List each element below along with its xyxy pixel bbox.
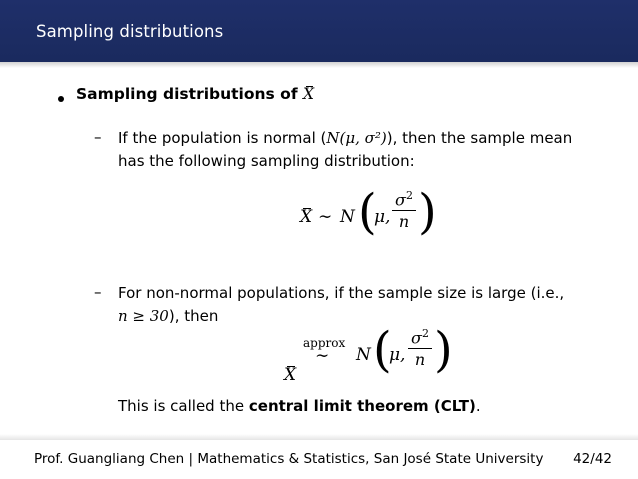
footer-author: Prof. Guangliang Chen | Mathematics & Statistics, San José State University [34,451,544,467]
item1-post: ), then the sample mean [386,129,573,147]
formula1-dist: N [340,207,355,227]
formula1-rparen: ) [418,184,437,240]
page-number: 42/42 [573,451,612,467]
formula2-rparen: ) [434,322,453,378]
formula1-den: n [398,212,410,232]
formula1-fraction [392,189,416,231]
item1-math: N(μ, σ²) [326,129,387,147]
formula1-lparen: ( [358,184,377,240]
formula1-rel: ∼ [318,207,333,227]
dash-marker-1: – [94,128,102,146]
item2-math: n ≥ 30 [118,307,169,325]
title-shadow [0,62,638,68]
bullet-dot [58,96,64,102]
formula1-lhs: X [300,207,313,227]
dash-marker-2: – [94,283,102,301]
item1-text [118,127,608,173]
item1-line2: has the following sampling distribution: [118,152,415,170]
frame-title: Sampling distributions [36,22,224,41]
heading-xbar-symbol: X [302,85,315,103]
formula2-approx-label: approx [303,336,346,350]
item2-line1: For non-normal populations, if the sample size is large (i.e., [118,284,565,302]
heading-text: Sampling distributions of [76,85,298,103]
formula2-rel: ∼ [315,346,330,366]
item2-text [118,282,608,328]
section-heading [76,85,314,103]
clt-bold: central limit theorem (CLT) [248,397,476,415]
formula2-exp: 2 [421,327,429,340]
formula1-num: σ [395,190,406,210]
formula2-mu: μ, [389,345,406,365]
formula1-exp: 2 [405,189,413,202]
formula2-dist: N [356,345,371,365]
slide-title-bar [0,0,638,68]
formula2-lhs: X [284,365,297,385]
formula2-lparen: ( [373,322,392,378]
clt-post: . [475,397,481,415]
item1-pre: If the population is normal ( [118,129,327,147]
formula1-mu: μ, [374,207,391,227]
clt-text [118,395,608,418]
item2-post: ), then [168,307,219,325]
formula2-num: σ [411,328,422,348]
formula2-fraction [408,327,432,369]
clt-pre: This is called the [118,397,245,415]
formula2-den: n [414,350,426,370]
